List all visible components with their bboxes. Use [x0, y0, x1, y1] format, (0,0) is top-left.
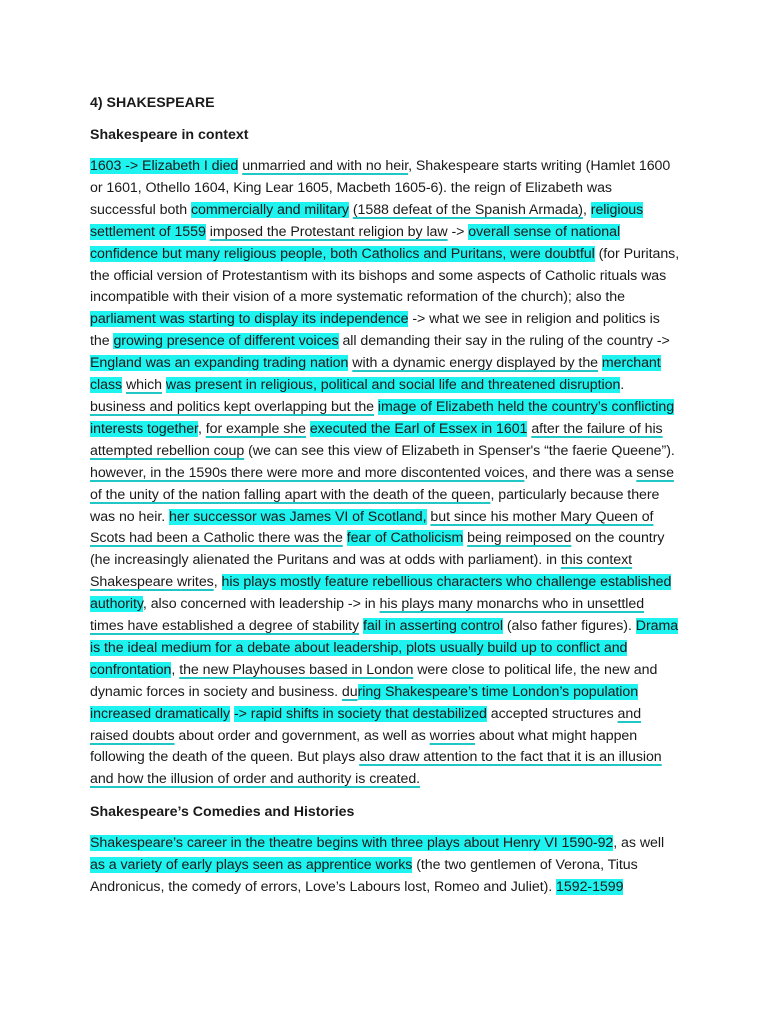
highlighted-text: commercially and military: [190, 201, 349, 218]
underlined-text: this context Shakespeare writes: [90, 552, 633, 591]
underlined-text: the new Playhouses based in London: [179, 661, 414, 678]
text-run: -> what we see in religion and politics is the: [90, 311, 660, 350]
highlighted-text: was present in religious, political and social life and threatened disruption: [165, 377, 621, 394]
subheading-comedies-histories: Shakespeare’s Comedies and Histories: [90, 804, 355, 821]
text-run: , particularly because there was no heir.: [90, 486, 660, 525]
text-run: on the country (he increasingly alienated the Puritans and was at odds with parliament). in: [90, 530, 665, 569]
highlighted-text: -> rapid shifts in society that destabilized: [233, 705, 487, 722]
highlighted-text: parliament was starting to display its independence: [90, 311, 409, 328]
text-run: (also father figures).: [502, 618, 636, 635]
highlighted-text: his plays mostly feature rebellious characters who challenge established authority: [90, 574, 672, 613]
underlined-text: after the failure of his attempted rebellion coup: [90, 420, 663, 459]
underlined-text: also draw attention to the fact that it is an illusion and how the illusion of order and authority is created.: [90, 749, 662, 788]
text-run: about order and government, as well as: [174, 727, 430, 744]
paragraph-context: [90, 156, 680, 791]
text-run: ,: [197, 420, 206, 437]
highlighted-text: image of Elizabeth held the country’s conflicting interests together: [90, 398, 675, 437]
text-run: ,: [582, 201, 591, 218]
text-run: , Shakespeare starts writing (Hamlet 1600 or 1601, Othello 1604, King Lear 1605, Macbeth 1605-6). the reign of Elizabeth was successful both: [90, 158, 671, 218]
underlined-text: which: [125, 377, 163, 394]
highlighted-text: 1603 -> Elizabeth I died: [90, 158, 239, 174]
highlighted-text: ring Shakespeare’s time London’s population increased dramatically: [90, 683, 639, 722]
text-run: (we can see this view of Elizabeth in Spenser's “the faerie Queene”).: [244, 442, 675, 459]
text-run: ,: [213, 574, 222, 591]
underlined-text: sense of the unity of the nation falling apart with the death of the queen: [90, 464, 674, 503]
text-run: (the two gentlemen of Verona, Titus Andronicus, the comedy of errors, Love’s Labours lost, Romeo and Juliet).: [90, 857, 638, 896]
text-run: accepted structures: [486, 705, 618, 722]
underlined-text: being reimposed: [467, 530, 572, 547]
highlighted-text: as a variety of early plays seen as apprentice works: [90, 857, 413, 874]
text-run: (for Puritans, the official version of Protestantism with its bishops and some aspects of Catholic rituals was incompatible with their vision of a more systematic reformation of the church); also the: [90, 245, 680, 306]
text-run: , and there was a: [524, 464, 637, 481]
text-run: were close to political life, the new and dynamic forces in society and business.: [90, 661, 658, 700]
highlighted-text: growing presence of different voices: [113, 333, 339, 350]
subheading-context: Shakespeare in context: [90, 127, 249, 143]
text-run: about what might happen following the death of the queen. But plays: [90, 727, 638, 766]
underlined-text: unmarried and with no heir: [242, 158, 409, 174]
text-run: ->: [447, 223, 469, 240]
text-run: , as well: [613, 835, 665, 852]
underlined-text: du: [341, 683, 358, 700]
highlighted-text: fear of Catholicism: [346, 530, 464, 547]
underlined-text: for example she: [205, 420, 306, 437]
text-run: all demanding their say in the ruling of the country ->: [338, 333, 670, 350]
highlighted-text: executed the Earl of Essex in 1601: [309, 420, 528, 437]
highlighted-text: England was an expanding trading nation: [90, 355, 349, 372]
text-run: ,: [171, 661, 180, 678]
underlined-text: and raised doubts: [90, 705, 642, 744]
text-run: .: [620, 377, 625, 394]
highlighted-text: 1592-1599: [556, 879, 624, 896]
underlined-text: but since his mother Mary Queen of Scots had been a Catholic there was the: [90, 508, 654, 547]
highlighted-text: fail in asserting control: [363, 618, 503, 635]
text-run: , also concerned with leadership -> in: [142, 596, 380, 613]
highlighted-text: Shakespeare’s career in the theatre begins with three plays about Henry VI 1590-92: [90, 835, 614, 852]
section-title: 4) SHAKESPEARE: [90, 95, 215, 111]
highlighted-text: religious settlement of 1559: [90, 201, 644, 240]
underlined-text: (1588 defeat of the Spanish Armada): [352, 201, 583, 218]
highlighted-text: overall sense of national confidence but many religious people, both Catholics and Puritans, were doubtful: [90, 223, 621, 262]
highlighted-text: her successor was James VI of Scotland,: [169, 508, 427, 525]
highlighted-text: merchant class: [90, 355, 661, 394]
paragraph-comedies-histories: [90, 833, 680, 899]
underlined-text: his plays many monarchs who in unsettled times have established a degree of stability: [90, 596, 645, 635]
highlighted-text: Drama is the ideal medium for a debate about leadership, plots usually build up to conflict and confrontation: [90, 618, 679, 678]
underlined-text: business and politics kept overlapping but the: [90, 398, 374, 415]
underlined-text: worries: [429, 727, 476, 744]
underlined-text: imposed the Protestant religion by law: [209, 223, 448, 240]
underlined-text: however, in the 1590s there were more and more discontented voices: [90, 464, 525, 481]
underlined-text: with a dynamic energy displayed by the: [352, 355, 598, 372]
